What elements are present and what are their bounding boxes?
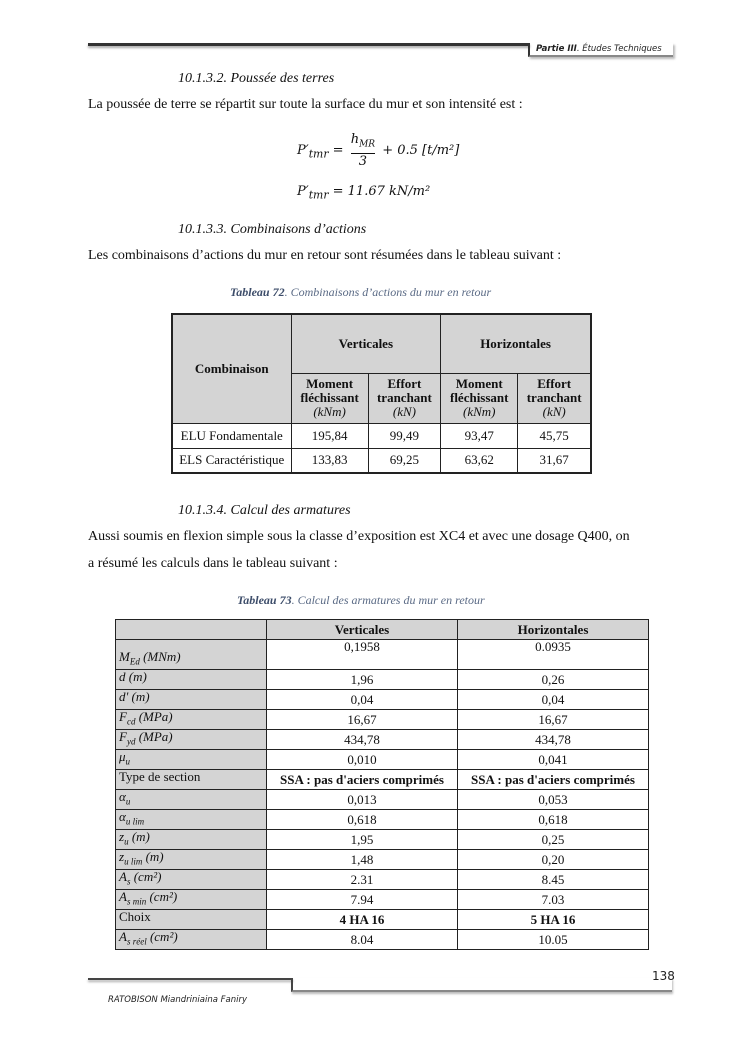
symbol-sub: s min	[126, 896, 147, 907]
symbol: Type de section	[119, 769, 201, 785]
subheader-1	[368, 373, 440, 423]
equation-2	[297, 184, 430, 202]
subheader-line2: fléchissant	[300, 390, 359, 405]
table-row	[116, 910, 649, 930]
symbol: z	[119, 829, 125, 845]
cell-horizontales: 0.0935	[458, 640, 649, 670]
symbol-sub: u	[124, 836, 129, 847]
subheader-unit: (kNm)	[313, 404, 346, 419]
section-title-armatures: 10.1.3.4. Calcul des armatures	[178, 503, 351, 518]
denominator: 3	[358, 153, 368, 169]
subheader-unit: (kN)	[392, 404, 416, 419]
cell-value: 69,25	[368, 448, 440, 473]
table-row	[116, 930, 649, 950]
cell-horizontales: SSA : pas d'aciers comprimés	[458, 770, 649, 790]
symbol: A	[119, 869, 127, 885]
table-row	[116, 690, 649, 710]
table-row	[172, 448, 591, 473]
row-label	[116, 850, 267, 870]
cell-horizontales: 0,04	[458, 690, 649, 710]
symbol-sub: u	[125, 796, 131, 807]
cell-verticales: 2.31	[267, 870, 458, 890]
symbol-sub: cd	[126, 716, 136, 727]
eq-lhs: P′	[297, 142, 309, 158]
row-label	[116, 870, 267, 890]
cell-horizontales: 16,67	[458, 710, 649, 730]
subheader-3	[518, 373, 591, 423]
cell-value: 93,47	[441, 423, 518, 448]
header-verticales: Verticales	[291, 314, 441, 373]
row-label	[116, 930, 267, 950]
subheader-2	[441, 373, 518, 423]
row-label	[116, 790, 267, 810]
cell-verticales: 1,48	[267, 850, 458, 870]
cell-horizontales: 7.03	[458, 890, 649, 910]
cell-verticales: 1,95	[267, 830, 458, 850]
footer-tab	[291, 978, 672, 992]
row-label	[116, 690, 267, 710]
cell-horizontales: 0,20	[458, 850, 649, 870]
cell-verticales: 0,1958	[267, 640, 458, 670]
subheader-unit: (kNm)	[462, 404, 496, 419]
cell-horizontales: 8.45	[458, 870, 649, 890]
cell-verticales: 0,04	[267, 690, 458, 710]
table-row	[116, 790, 649, 810]
running-header	[536, 44, 662, 54]
fraction	[351, 132, 375, 169]
table-row	[116, 770, 649, 790]
symbol: Choix	[119, 909, 151, 925]
symbol: F	[119, 729, 127, 745]
cell-verticales: 4 HA 16	[267, 910, 458, 930]
table-72	[171, 313, 592, 474]
paragraph-line-2: a résumé les calculs dans le tableau suivant :	[88, 556, 338, 571]
symbol: d' (m)	[119, 689, 150, 705]
cell-horizontales: 0,25	[458, 830, 649, 850]
paragraph: La poussée de terre se répartit sur toute la surface du mur et son intensité est :	[88, 97, 523, 112]
symbol-sub: u lim	[125, 816, 145, 827]
table-row	[116, 730, 649, 750]
cell-horizontales: 0,618	[458, 810, 649, 830]
eq-sign: =	[332, 142, 344, 158]
table-73-caption	[237, 593, 485, 608]
symbol: μ	[119, 749, 126, 765]
cell-value: 63,62	[441, 448, 518, 473]
symbol-sub: u lim	[124, 856, 143, 867]
eq-lhs-sub: tmr	[308, 188, 329, 202]
subheader-line2: fléchissant	[449, 390, 509, 405]
table-row	[116, 890, 649, 910]
row-label	[116, 750, 267, 770]
unit: (MNm)	[139, 649, 181, 665]
footer-rule	[88, 978, 293, 980]
unit: (cm²)	[130, 869, 162, 885]
unit: (m)	[128, 829, 150, 845]
unit: (cm²)	[146, 929, 178, 945]
row-name: ELU Fondamentale	[172, 423, 291, 448]
subheader-line1: Effort	[537, 376, 572, 391]
table-row	[116, 670, 649, 690]
cell-verticales: 8.04	[267, 930, 458, 950]
symbol-sub: yd	[126, 736, 136, 747]
row-label	[116, 710, 267, 730]
symbol: M	[119, 649, 130, 665]
eq-lhs-sub: tmr	[308, 147, 329, 161]
cell-verticales: 1,96	[267, 670, 458, 690]
table-row	[116, 850, 649, 870]
cell-verticales: SSA : pas d'aciers comprimés	[267, 770, 458, 790]
caption-text: . Combinaisons d’actions du mur en retour	[284, 285, 492, 299]
table-row	[116, 830, 649, 850]
unit: (MPa)	[135, 709, 173, 725]
eq-lhs: P′	[297, 184, 309, 199]
unit: (cm²)	[146, 889, 178, 905]
header-part: Partie III	[536, 44, 577, 54]
row-label	[116, 640, 267, 670]
subheader-line1: Moment	[306, 376, 354, 391]
section-title-poussee: 10.1.3.2. Poussée des terres	[178, 71, 335, 86]
equation-1	[297, 132, 459, 169]
table-row	[116, 710, 649, 730]
header-combinaison: Combinaison	[172, 314, 291, 423]
header-rule	[88, 43, 530, 46]
table-row	[116, 640, 649, 670]
subheader-line2: tranchant	[376, 390, 432, 405]
cell-verticales: 7.94	[267, 890, 458, 910]
symbol: A	[119, 889, 127, 905]
symbol: α	[119, 809, 126, 825]
eq-rest: + 0.5 [t/m²]	[382, 142, 460, 158]
table-row	[116, 810, 649, 830]
row-label	[116, 910, 267, 930]
cell-value: 45,75	[518, 423, 591, 448]
table-72-caption	[230, 285, 491, 300]
header-horizontales: Horizontales	[441, 314, 591, 373]
cell-verticales: 0,010	[267, 750, 458, 770]
subheader-line1: Moment	[455, 376, 503, 391]
symbol-sub: s	[126, 876, 131, 887]
numerator-sub: MR	[359, 139, 376, 150]
cell-horizontales: 434,78	[458, 730, 649, 750]
symbol-sub: Ed	[129, 657, 140, 667]
footer-author: RATOBISON Miandriniaina Faniry	[108, 995, 248, 1005]
caption-label: Tableau 73	[237, 593, 292, 607]
header-section: . Études Techniques	[576, 44, 662, 54]
cell-verticales: 0,013	[267, 790, 458, 810]
section-title-combinaisons: 10.1.3.3. Combinaisons d’actions	[178, 222, 367, 237]
symbol: A	[119, 929, 127, 945]
cell-verticales: 0,618	[267, 810, 458, 830]
page-number: 138	[652, 969, 675, 983]
unit: (MPa)	[135, 729, 173, 745]
subheader-line2: tranchant	[526, 390, 582, 405]
subheader-unit: (kN)	[542, 404, 566, 419]
cell-value: 99,49	[368, 423, 440, 448]
cell-horizontales: 0,053	[458, 790, 649, 810]
cell-value: 195,84	[291, 423, 368, 448]
cell-verticales: 434,78	[267, 730, 458, 750]
unit: (m)	[142, 849, 164, 865]
subheader-0	[291, 373, 368, 423]
row-label	[116, 770, 267, 790]
header-horizontales: Horizontales	[458, 620, 649, 640]
row-label	[116, 810, 267, 830]
symbol: α	[119, 789, 126, 805]
symbol: z	[119, 849, 125, 865]
cell-horizontales: 10.05	[458, 930, 649, 950]
header-verticales: Verticales	[267, 620, 458, 640]
paragraph-line-1: Aussi soumis en flexion simple sous la classe d’exposition est XC4 et avec une dosage Q400, on	[88, 529, 630, 544]
table-row	[116, 870, 649, 890]
row-label	[116, 830, 267, 850]
symbol: d (m)	[119, 669, 147, 685]
cell-horizontales: 5 HA 16	[458, 910, 649, 930]
cell-horizontales: 0,041	[458, 750, 649, 770]
cell-horizontales: 0,26	[458, 670, 649, 690]
paragraph: Les combinaisons d’actions du mur en retour sont résumées dans le tableau suivant :	[88, 248, 562, 263]
row-name: ELS Caractéristique	[172, 448, 291, 473]
cell-value: 31,67	[518, 448, 591, 473]
header-empty	[116, 620, 267, 640]
numerator: h	[350, 132, 360, 147]
symbol: F	[119, 709, 127, 725]
table-row	[172, 423, 591, 448]
table-row	[116, 750, 649, 770]
table-73	[115, 619, 649, 950]
eq-rest: = 11.67 kN/m²	[332, 184, 431, 199]
row-label	[116, 890, 267, 910]
row-label	[116, 730, 267, 750]
caption-text: . Calcul des armatures du mur en retour	[291, 593, 485, 607]
caption-label: Tableau 72	[230, 285, 285, 299]
subheader-line1: Effort	[387, 376, 422, 391]
row-label	[116, 670, 267, 690]
symbol-sub: u	[125, 756, 131, 767]
symbol-sub: s réel	[126, 936, 147, 947]
cell-verticales: 16,67	[267, 710, 458, 730]
cell-value: 133,83	[291, 448, 368, 473]
